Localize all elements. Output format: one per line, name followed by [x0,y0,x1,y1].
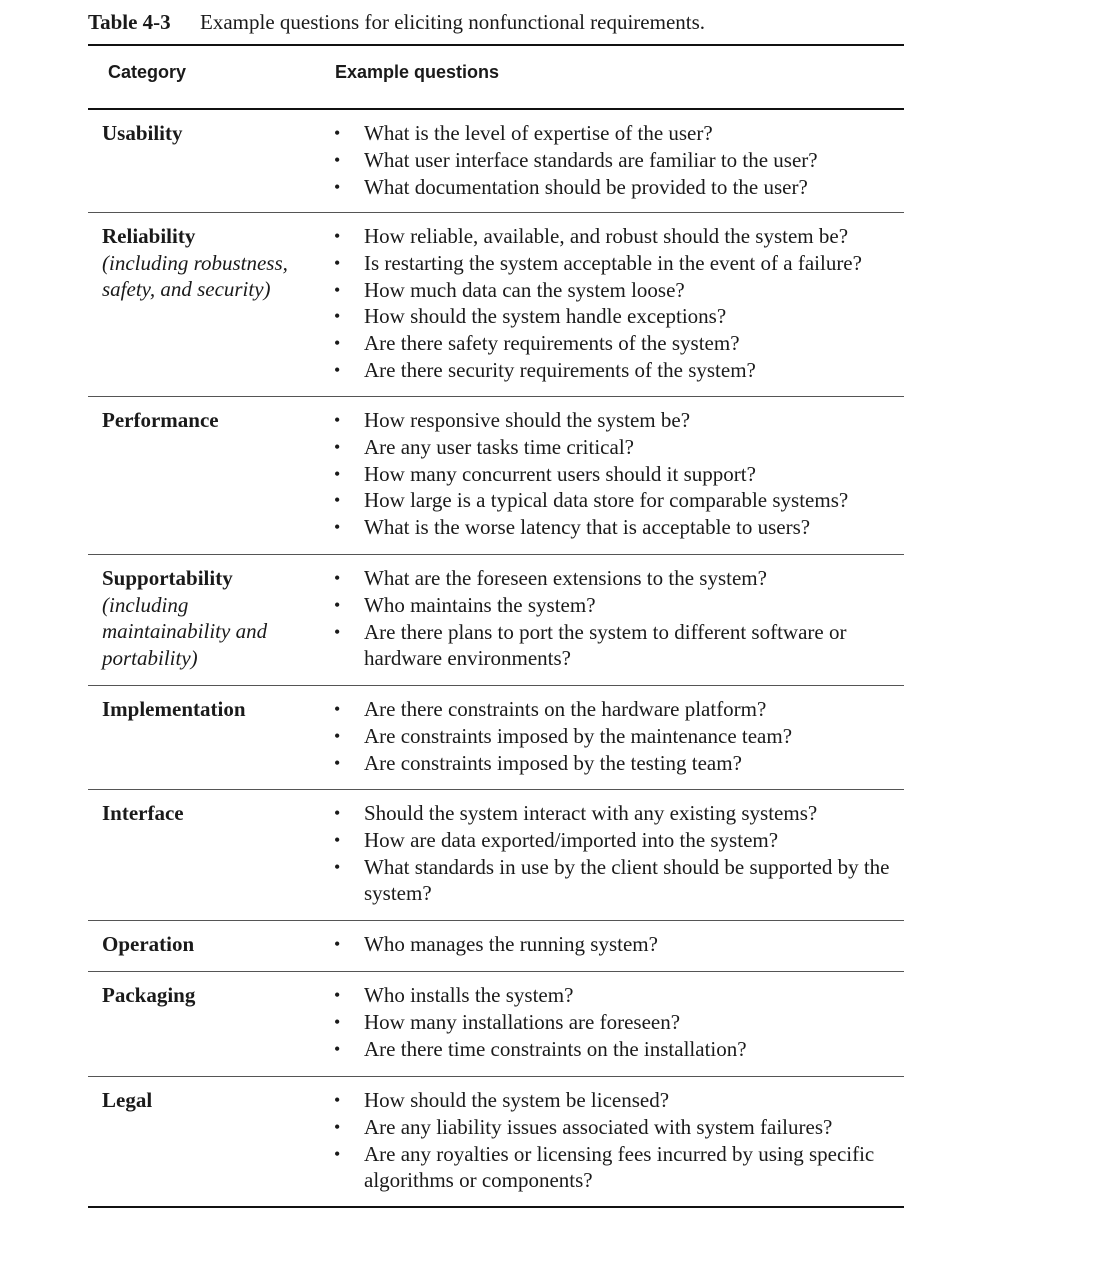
question-list [330,696,890,776]
question-list [330,223,890,384]
bottom-rule [88,1206,904,1208]
category-cell [102,223,312,303]
table-row [88,1077,904,1205]
question-item: • Are any royalties or licensing fees incurred by using specific algorithms or components? [330,1141,890,1195]
question-item: • How are data exported/imported into the system? [330,827,890,854]
question-item: • Who installs the system? [330,982,890,1009]
category-cell [102,696,312,723]
question-item: • Are there security requirements of the system? [330,357,890,384]
question-item: • Is restarting the system acceptable in the event of a failure? [330,250,890,277]
table-row [88,397,904,555]
question-item: • What is the level of expertise of the user? [330,120,890,147]
category-name: Usability [102,121,183,145]
question-item: • Are there time constraints on the installation? [330,1036,890,1063]
question-item: • How large is a typical data store for comparable systems? [330,487,890,514]
question-item: • Who manages the running system? [330,931,890,958]
question-item: • Who maintains the system? [330,592,890,619]
category-name: Implementation [102,697,246,721]
table-row [88,972,904,1077]
table-row [88,921,904,972]
question-item: • Are any user tasks time critical? [330,434,890,461]
question-item: • Are constraints imposed by the maintenance team? [330,723,890,750]
category-cell [102,407,312,434]
question-item: • What are the foreseen extensions to the system? [330,565,890,592]
table-row [88,790,904,921]
question-item: • How reliable, available, and robust should the system be? [330,223,890,250]
category-cell [102,1087,312,1114]
category-name: Reliability [102,224,196,248]
question-item: • Should the system interact with any existing systems? [330,800,890,827]
table-row [88,110,904,213]
table-row [88,555,904,686]
question-item: • Are constraints imposed by the testing team? [330,750,890,777]
question-item: • How many installations are foreseen? [330,1009,890,1036]
question-item: • What documentation should be provided to the user? [330,174,890,201]
question-item: • Are there plans to port the system to different software or hardware environments? [330,619,890,673]
question-list [330,120,890,200]
question-item: • Are any liability issues associated with system failures? [330,1114,890,1141]
question-list [330,931,890,958]
question-item: • How should the system be licensed? [330,1087,890,1114]
category-cell [102,982,312,1009]
category-cell [102,565,312,671]
question-item: • What is the worse latency that is acceptable to users? [330,514,890,541]
question-list [330,800,890,907]
category-cell [102,800,312,827]
category-cell [102,120,312,147]
question-list [330,565,890,672]
table-title: Example questions for eliciting nonfunctional requirements. [200,10,706,34]
question-item: • How should the system handle exceptions? [330,303,890,330]
header-category: Category [108,62,187,82]
category-name: Packaging [102,983,196,1007]
question-item: • How responsive should the system be? [330,407,890,434]
category-name: Supportability [102,566,233,590]
table-caption [88,10,705,35]
category-name: Operation [102,932,195,956]
table-row [88,686,904,790]
category-note: (including maintainability and portability) [102,592,268,670]
category-cell [102,931,312,958]
category-note: (including robustness, safety, and security) [102,250,288,301]
question-item: • What standards in use by the client should be supported by the system? [330,854,890,908]
question-list [330,407,890,541]
question-item: • How much data can the system loose? [330,277,890,304]
table-number: Table 4-3 [88,10,171,34]
question-item: • How many concurrent users should it support? [330,461,890,488]
question-item: • Are there constraints on the hardware platform? [330,696,890,723]
category-name: Legal [102,1088,153,1112]
header-questions: Example questions [335,62,500,82]
question-item: • What user interface standards are familiar to the user? [330,147,890,174]
question-item: • Are there safety requirements of the system? [330,330,890,357]
top-rule [88,44,904,46]
table-row [88,213,904,397]
question-list [330,1087,890,1194]
question-list [330,982,890,1062]
category-name: Interface [102,801,184,825]
category-name: Performance [102,408,219,432]
